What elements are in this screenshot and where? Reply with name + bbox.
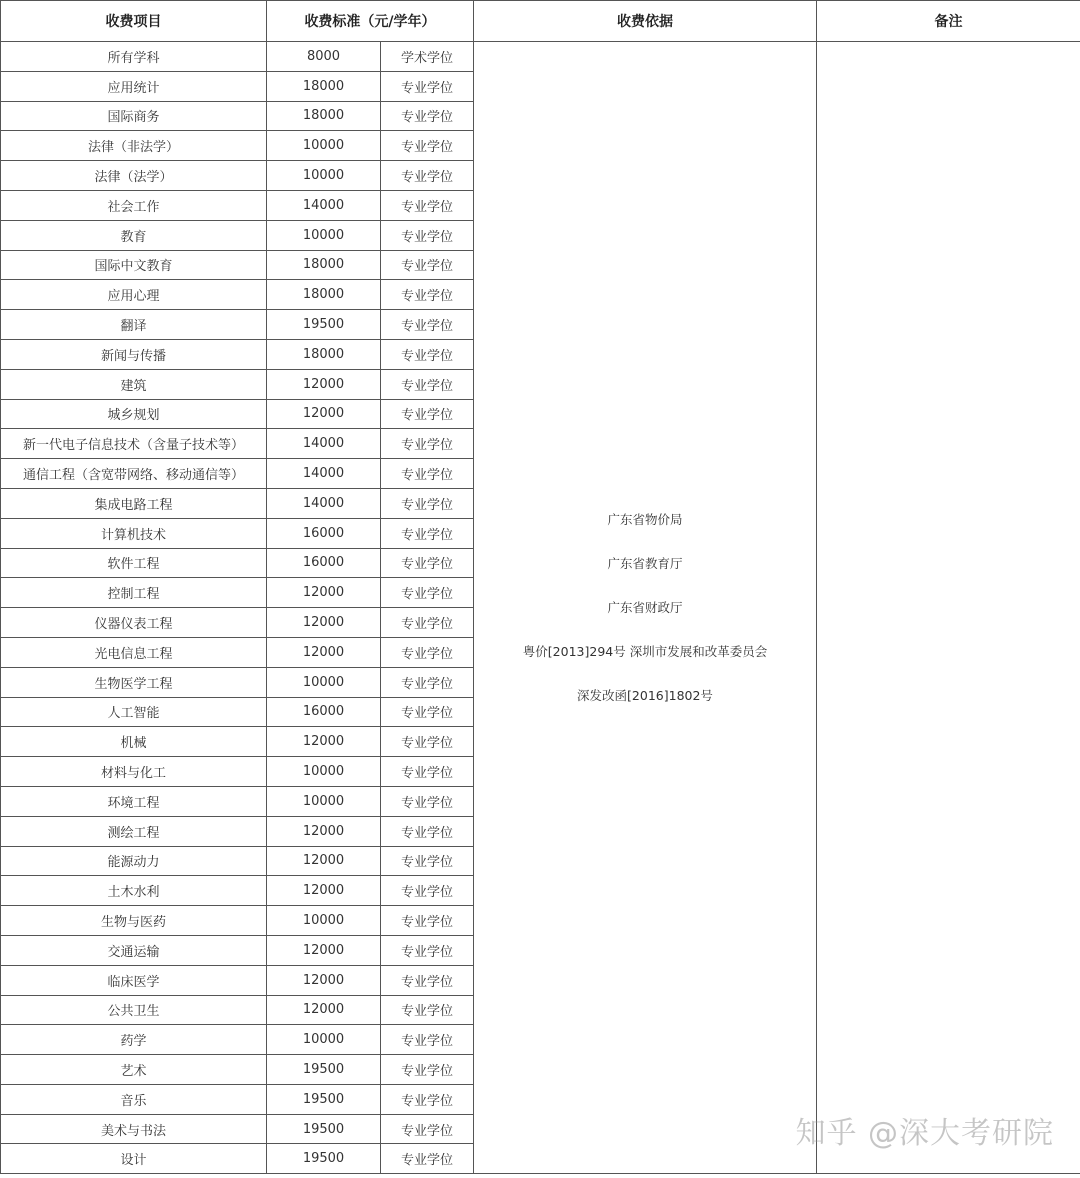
cell-fee: 10000: [267, 906, 381, 936]
cell-degree-type: 专业学位: [381, 310, 474, 340]
cell-item: 材料与化工: [1, 757, 267, 787]
cell-basis: [474, 42, 817, 1174]
cell-degree-type: 专业学位: [381, 488, 474, 518]
cell-fee: 12000: [267, 965, 381, 995]
cell-degree-type: 专业学位: [381, 399, 474, 429]
cell-item: 音乐: [1, 1084, 267, 1114]
cell-item: 城乡规划: [1, 399, 267, 429]
table-body: [1, 42, 1080, 1174]
cell-degree-type: 专业学位: [381, 637, 474, 667]
cell-fee: 12000: [267, 995, 381, 1025]
cell-degree-type: 专业学位: [381, 697, 474, 727]
cell-item: 公共卫生: [1, 995, 267, 1025]
cell-fee: 12000: [267, 578, 381, 608]
cell-item: 所有学科: [1, 42, 267, 72]
cell-item: 设计: [1, 1144, 267, 1174]
cell-degree-type: 专业学位: [381, 459, 474, 489]
cell-fee: 12000: [267, 637, 381, 667]
cell-degree-type: 专业学位: [381, 190, 474, 220]
cell-degree-type: 专业学位: [381, 995, 474, 1025]
cell-degree-type: 专业学位: [381, 965, 474, 995]
table-row: [1, 42, 1080, 72]
cell-fee: 16000: [267, 697, 381, 727]
cell-item: 应用统计: [1, 71, 267, 101]
cell-item: 国际商务: [1, 101, 267, 131]
header-fee-standard: 收费标准（元/学年）: [267, 1, 474, 42]
cell-degree-type: 专业学位: [381, 71, 474, 101]
basis-line: 深发改函[2016]1802号: [577, 687, 713, 703]
cell-item: 土木水利: [1, 876, 267, 906]
cell-degree-type: 专业学位: [381, 1084, 474, 1114]
cell-degree-type: 专业学位: [381, 906, 474, 936]
cell-item: 集成电路工程: [1, 488, 267, 518]
cell-fee: 10000: [267, 161, 381, 191]
cell-degree-type: 专业学位: [381, 935, 474, 965]
cell-degree-type: 专业学位: [381, 101, 474, 131]
cell-degree-type: 专业学位: [381, 786, 474, 816]
cell-degree-type: 专业学位: [381, 578, 474, 608]
cell-fee: 14000: [267, 459, 381, 489]
cell-item: 翻译: [1, 310, 267, 340]
cell-item: 应用心理: [1, 280, 267, 310]
header-item: 收费项目: [1, 1, 267, 42]
cell-fee: 18000: [267, 280, 381, 310]
cell-item: 社会工作: [1, 190, 267, 220]
cell-degree-type: 专业学位: [381, 339, 474, 369]
cell-degree-type: 专业学位: [381, 757, 474, 787]
cell-remark: [817, 42, 1080, 1174]
header-remark: 备注: [817, 1, 1080, 42]
cell-degree-type: 专业学位: [381, 816, 474, 846]
cell-item: 生物医学工程: [1, 667, 267, 697]
watermark: 知乎 @深大考研院: [795, 1116, 1054, 1151]
cell-degree-type: 专业学位: [381, 1114, 474, 1144]
cell-item: 教育: [1, 220, 267, 250]
cell-fee: 10000: [267, 220, 381, 250]
cell-fee: 10000: [267, 786, 381, 816]
cell-item: 软件工程: [1, 548, 267, 578]
cell-item: 美术与书法: [1, 1114, 267, 1144]
cell-degree-type: 专业学位: [381, 1055, 474, 1085]
cell-item: 国际中文教育: [1, 250, 267, 280]
cell-item: 仪器仪表工程: [1, 608, 267, 638]
cell-fee: 18000: [267, 101, 381, 131]
cell-fee: 18000: [267, 250, 381, 280]
cell-fee: 12000: [267, 935, 381, 965]
cell-degree-type: 专业学位: [381, 846, 474, 876]
cell-item: 通信工程（含宽带网络、移动通信等）: [1, 459, 267, 489]
cell-item: 光电信息工程: [1, 637, 267, 667]
table-header: [1, 1, 1080, 42]
cell-item: 测绘工程: [1, 816, 267, 846]
cell-item: 环境工程: [1, 786, 267, 816]
cell-degree-type: 专业学位: [381, 1144, 474, 1174]
cell-fee: 10000: [267, 1025, 381, 1055]
cell-degree-type: 专业学位: [381, 161, 474, 191]
basis-line: 广东省物价局: [607, 511, 683, 527]
cell-fee: 10000: [267, 757, 381, 787]
cell-fee: 12000: [267, 876, 381, 906]
cell-fee: 14000: [267, 190, 381, 220]
cell-degree-type: 专业学位: [381, 280, 474, 310]
cell-item: 计算机技术: [1, 518, 267, 548]
cell-fee: 12000: [267, 846, 381, 876]
cell-fee: 12000: [267, 727, 381, 757]
cell-degree-type: 专业学位: [381, 220, 474, 250]
cell-item: 控制工程: [1, 578, 267, 608]
cell-item: 机械: [1, 727, 267, 757]
cell-fee: 19500: [267, 1084, 381, 1114]
cell-degree-type: 专业学位: [381, 667, 474, 697]
cell-item: 法律（法学）: [1, 161, 267, 191]
cell-fee: 16000: [267, 548, 381, 578]
cell-fee: 18000: [267, 71, 381, 101]
cell-degree-type: 专业学位: [381, 250, 474, 280]
cell-fee: 16000: [267, 518, 381, 548]
basis-line: 粤价[2013]294号 深圳市发展和改革委员会: [522, 643, 768, 659]
cell-degree-type: 专业学位: [381, 429, 474, 459]
cell-fee: 12000: [267, 369, 381, 399]
basis-line: 广东省教育厅: [607, 555, 683, 571]
cell-fee: 10000: [267, 667, 381, 697]
cell-degree-type: 专业学位: [381, 518, 474, 548]
cell-degree-type: 专业学位: [381, 369, 474, 399]
cell-fee: 12000: [267, 816, 381, 846]
basis-line: 广东省财政厅: [607, 599, 683, 615]
cell-item: 人工智能: [1, 697, 267, 727]
cell-fee: 14000: [267, 429, 381, 459]
cell-item: 交通运输: [1, 935, 267, 965]
cell-fee: 10000: [267, 131, 381, 161]
cell-degree-type: 专业学位: [381, 131, 474, 161]
cell-fee: 12000: [267, 608, 381, 638]
cell-item: 法律（非法学）: [1, 131, 267, 161]
cell-fee: 19500: [267, 1144, 381, 1174]
cell-fee: 19500: [267, 1055, 381, 1085]
cell-item: 能源动力: [1, 846, 267, 876]
cell-item: 新一代电子信息技术（含量子技术等）: [1, 429, 267, 459]
cell-item: 药学: [1, 1025, 267, 1055]
cell-item: 生物与医药: [1, 906, 267, 936]
cell-item: 建筑: [1, 369, 267, 399]
cell-degree-type: 专业学位: [381, 1025, 474, 1055]
cell-degree-type: 专业学位: [381, 727, 474, 757]
cell-fee: 14000: [267, 488, 381, 518]
cell-degree-type: 专业学位: [381, 876, 474, 906]
cell-fee: 8000: [267, 42, 381, 72]
cell-item: 艺术: [1, 1055, 267, 1085]
cell-degree-type: 专业学位: [381, 548, 474, 578]
cell-degree-type: 专业学位: [381, 608, 474, 638]
cell-item: 新闻与传播: [1, 339, 267, 369]
cell-degree-type: 学术学位: [381, 42, 474, 72]
cell-fee: 19500: [267, 310, 381, 340]
header-basis: 收费依据: [474, 1, 817, 42]
cell-fee: 12000: [267, 399, 381, 429]
cell-fee: 19500: [267, 1114, 381, 1144]
cell-fee: 18000: [267, 339, 381, 369]
cell-item: 临床医学: [1, 965, 267, 995]
